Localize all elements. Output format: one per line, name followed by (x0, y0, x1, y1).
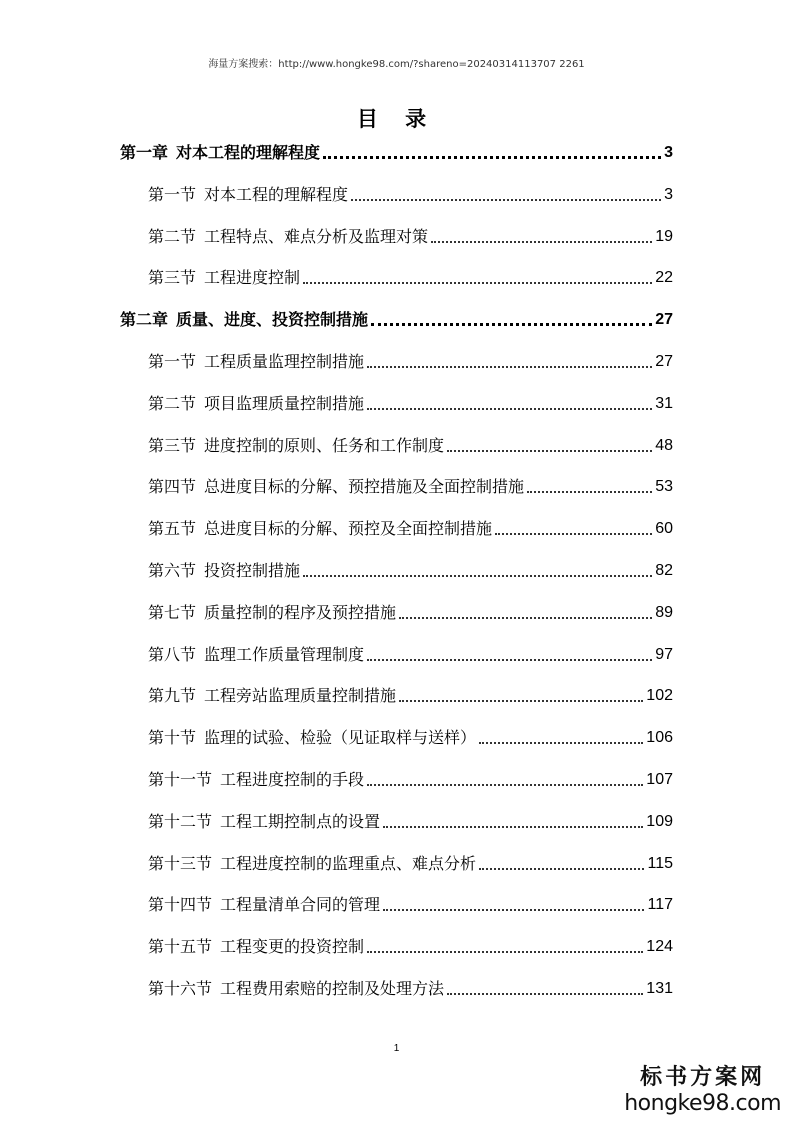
toc-entry-page: 60 (655, 520, 673, 538)
site-watermark-logo (624, 1060, 781, 1116)
toc-entry-page: 82 (655, 562, 673, 579)
toc-section-entry[interactable] (148, 180, 673, 210)
toc-section-entry[interactable] (148, 431, 673, 461)
toc-leader-dots (351, 199, 661, 201)
toc-entry-number: 第五节 (148, 519, 197, 539)
toc-section-entry[interactable] (148, 723, 673, 753)
toc-section-entry[interactable] (148, 974, 673, 1004)
toc-leader-dots (303, 575, 652, 577)
toc-section-entry[interactable] (148, 932, 673, 962)
watermark-domain-text: hongke98.com (624, 1091, 781, 1116)
toc-entry-number: 第十二节 (148, 811, 213, 831)
toc-section-entry[interactable] (148, 389, 673, 419)
toc-entry-title: 工程进度控制 (204, 268, 301, 288)
toc-chapter-entry[interactable] (120, 305, 673, 335)
toc-leader-dots (323, 156, 661, 159)
toc-entry-number: 第七节 (148, 602, 197, 622)
toc-leader-dots (383, 909, 644, 911)
toc-leader-dots (447, 450, 652, 452)
toc-entry-number: 第九节 (148, 686, 197, 706)
toc-entry-number: 第十四节 (148, 895, 213, 915)
watermark-brand-text: 标书方案网 (640, 1064, 766, 1090)
toc-leader-dots (367, 408, 652, 410)
toc-entry-title: 工程旁站监理质量控制措施 (204, 686, 397, 706)
toc-leader-dots (399, 617, 652, 619)
toc-entry-title: 质量、进度、投资控制措施 (176, 310, 369, 330)
toc-entry-title: 质量控制的程序及预控措施 (204, 602, 397, 622)
toc-entry-label (148, 890, 380, 920)
toc-entry-label (120, 305, 368, 335)
toc-entry-page: 48 (655, 436, 673, 454)
toc-entry-number: 第一节 (148, 184, 197, 204)
toc-entry-number: 第十五节 (148, 937, 213, 957)
toc-entry-title: 进度控制的原则、任务和工作制度 (204, 435, 445, 455)
toc-section-entry[interactable] (148, 598, 673, 628)
toc-title: 目 录 (356, 107, 437, 131)
toc-entry-title: 对本工程的理解程度 (176, 143, 321, 162)
toc-entry-page: 106 (646, 729, 673, 747)
toc-entry-number: 第十六节 (148, 979, 213, 998)
toc-entry-label (148, 723, 476, 753)
toc-entry-label (148, 807, 380, 837)
toc-entry-label (148, 640, 364, 670)
toc-leader-dots (367, 951, 643, 953)
toc-entry-number: 第一章 (120, 143, 169, 162)
toc-entry-label (148, 849, 476, 879)
toc-entry-label (148, 347, 364, 377)
toc-section-entry[interactable] (148, 849, 673, 879)
toc-entry-label (148, 263, 300, 293)
toc-entry-page: 97 (655, 645, 673, 663)
toc-entry-label (148, 932, 364, 962)
toc-entry-label (148, 765, 364, 795)
toc-leader-dots (431, 241, 652, 243)
toc-entry-page: 102 (646, 687, 673, 705)
toc-entry-page: 109 (646, 812, 673, 830)
toc-leader-dots (367, 784, 643, 786)
toc-section-entry[interactable] (148, 681, 673, 711)
toc-section-entry[interactable] (148, 890, 673, 920)
toc-entry-number: 第十节 (148, 728, 197, 748)
toc-leader-dots (367, 366, 652, 368)
toc-entry-title: 对本工程的理解程度 (204, 184, 349, 204)
toc-entry-title: 工程工期控制点的设置 (220, 811, 381, 831)
toc-entry-title: 工程费用索赔的控制及处理方法 (220, 979, 445, 998)
toc-entry-label (148, 180, 348, 210)
toc-entry-page: 89 (655, 603, 673, 621)
toc-leader-dots (371, 323, 652, 326)
toc-entry-title: 总进度目标的分解、预控措施及全面控制措施 (204, 477, 525, 497)
toc-leader-dots (527, 491, 652, 493)
toc-entry-page: 131 (646, 980, 673, 997)
toc-entry-number: 第十三节 (148, 853, 213, 873)
toc-section-entry[interactable] (148, 807, 673, 837)
toc-entry-title: 工程进度控制的监理重点、难点分析 (220, 853, 477, 873)
toc-entry-page: 107 (646, 771, 673, 788)
toc-entry-number: 第二节 (148, 226, 197, 246)
toc-entry-title: 监理工作质量管理制度 (204, 644, 365, 664)
toc-entry-label (148, 389, 364, 419)
toc-section-entry[interactable] (148, 765, 673, 795)
toc-entry-page: 19 (655, 227, 673, 245)
toc-section-entry[interactable] (148, 263, 673, 293)
toc-entry-number: 第二章 (120, 310, 169, 330)
toc-entry-label (148, 556, 300, 586)
toc-leader-dots (479, 868, 644, 870)
toc-entry-number: 第三节 (148, 435, 197, 455)
toc-leader-dots (399, 700, 643, 702)
toc-section-entry[interactable] (148, 222, 673, 252)
toc-entry-page: 31 (655, 394, 673, 412)
toc-leader-dots (367, 659, 652, 661)
toc-chapter-entry[interactable] (120, 138, 673, 168)
toc-section-entry[interactable] (148, 556, 673, 586)
toc-section-entry[interactable] (148, 514, 673, 544)
toc-entry-page: 53 (655, 478, 673, 496)
toc-entry-label (120, 138, 320, 168)
page-number: 1 (393, 1043, 400, 1054)
toc-entry-page: 27 (655, 353, 673, 370)
toc-entry-page: 22 (655, 269, 673, 287)
toc-entry-label (148, 598, 396, 628)
toc-entry-number: 第十一节 (148, 770, 213, 789)
toc-entry-title: 工程变更的投资控制 (220, 937, 365, 957)
toc-entry-page: 3 (664, 144, 673, 161)
toc-entry-label (148, 681, 396, 711)
toc-entry-label (148, 974, 444, 1004)
toc-entry-page: 27 (655, 311, 673, 329)
toc-entry-page: 117 (647, 896, 673, 914)
toc-leader-dots (479, 742, 643, 744)
toc-entry-number: 第六节 (148, 561, 197, 580)
toc-leader-dots (447, 993, 643, 995)
toc-entry-label (148, 431, 444, 461)
toc-entry-label (148, 222, 428, 252)
toc-entry-title: 工程进度控制的手段 (220, 770, 365, 789)
toc-entry-title: 总进度目标的分解、预控及全面控制措施 (204, 519, 493, 539)
toc-entry-label (148, 472, 524, 502)
toc-leader-dots (495, 533, 652, 535)
toc-entry-page: 3 (664, 185, 673, 203)
toc-entry-page: 124 (646, 938, 673, 956)
toc-entry-title: 项目监理质量控制措施 (204, 393, 365, 413)
toc-entry-number: 第二节 (148, 393, 197, 413)
toc-entry-number: 第四节 (148, 477, 197, 497)
toc-section-entry[interactable] (148, 640, 673, 670)
toc-leader-dots (383, 826, 643, 828)
toc-entry-title: 监理的试验、检验（见证取样与送样） (204, 728, 477, 748)
toc-entry-page: 115 (647, 854, 673, 872)
toc-entry-title: 工程特点、难点分析及监理对策 (204, 226, 429, 246)
toc-entry-number: 第八节 (148, 644, 197, 664)
toc-section-entry[interactable] (148, 472, 673, 502)
toc-entry-label (148, 514, 492, 544)
page-header-search-url: 海量方案搜索：http://www.hongke98.com/?shareno=20240314113707 2261 (208, 59, 585, 70)
toc-entry-title: 工程量清单合同的管理 (220, 895, 381, 915)
toc-section-entry[interactable] (148, 347, 673, 377)
toc-entry-number: 第三节 (148, 268, 197, 288)
toc-entry-title: 投资控制措施 (204, 561, 301, 580)
toc-entry-number: 第一节 (148, 352, 197, 371)
toc-entry-title: 工程质量监理控制措施 (204, 352, 365, 371)
toc-leader-dots (303, 282, 652, 284)
